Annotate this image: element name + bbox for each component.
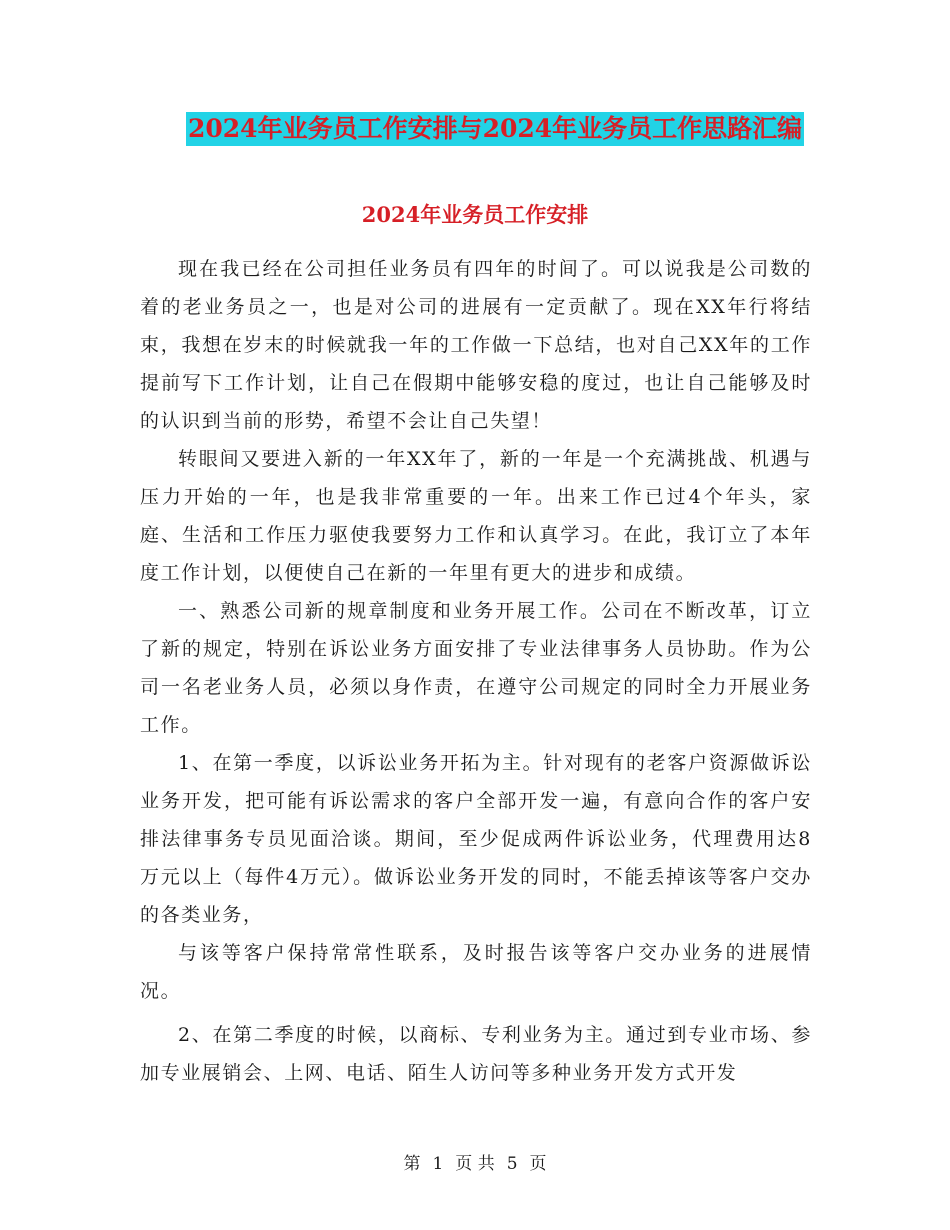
paragraph-intro: 现在我已经在公司担任业务员有四年的时间了。可以说我是公司数的着的老业务员之一，也是对公司的进展有一定贡献了。现在XX年行将结束，我想在岁末的时候就我一年的工作做一下总结，也对自己XX年的工作提前写下工作计划，让自己在假期中能够安稳的度过，也让自己能够及时的认识到当前的形势，希望不会让自己失望！ <box>140 258 812 432</box>
paragraph-q2: 2、在第二季度的时候，以商标、专利业务为主。通过到专业市场、参加专业展销会、上网、电话、陌生人访问等多种业务开发方式开发 <box>140 1024 812 1084</box>
footer-prefix: 第 <box>403 1154 421 1174</box>
footer-total-pages: 5 <box>506 1154 518 1174</box>
body-text <box>140 250 812 1092</box>
footer-suffix: 页 <box>529 1154 547 1174</box>
page-footer <box>0 1152 950 1176</box>
paragraph-q1: 1、在第一季度，以诉讼业务开拓为主。针对现有的老客户资源做诉讼业务开发，把可能有诉讼需求的客户全部开发一遍，有意向合作的客户安排法律事务专员见面洽谈。期间，至少促成两件诉讼业务，代理费用达8万元以上（每件4万元）。做诉讼业务开发的同时，不能丢掉该等客户交办的各类业务， <box>140 752 812 926</box>
footer-current-page: 1 <box>432 1154 444 1174</box>
document-title: 2024年业务员工作安排与2024年业务员工作思路汇编 <box>186 112 804 146</box>
paragraph-section-one: 一、熟悉公司新的规章制度和业务开展工作。公司在不断改革，订立了新的规定，特别在诉讼业务方面安排了专业法律事务人员协助。作为公司一名老业务人员，必须以身作责，在遵守公司规定的同时全力开展业务工作。 <box>140 600 812 736</box>
footer-mid: 页 共 <box>455 1154 495 1174</box>
paragraph-new-year: 转眼间又要进入新的一年XX年了，新的一年是一个充满挑战、机遇与压力开始的一年，也是我非常重要的一年。出来工作已过4个年头，家庭、生活和工作压力驱使我要努力工作和认真学习。在此，我订立了本年度工作计划，以便使自己在新的一年里有更大的进步和成绩。 <box>140 448 812 584</box>
paragraph-q1-followup: 与该等客户保持常常性联系，及时报告该等客户交办业务的进展情况。 <box>140 942 812 1002</box>
section-title: 2024年业务员工作安排 <box>361 202 589 227</box>
